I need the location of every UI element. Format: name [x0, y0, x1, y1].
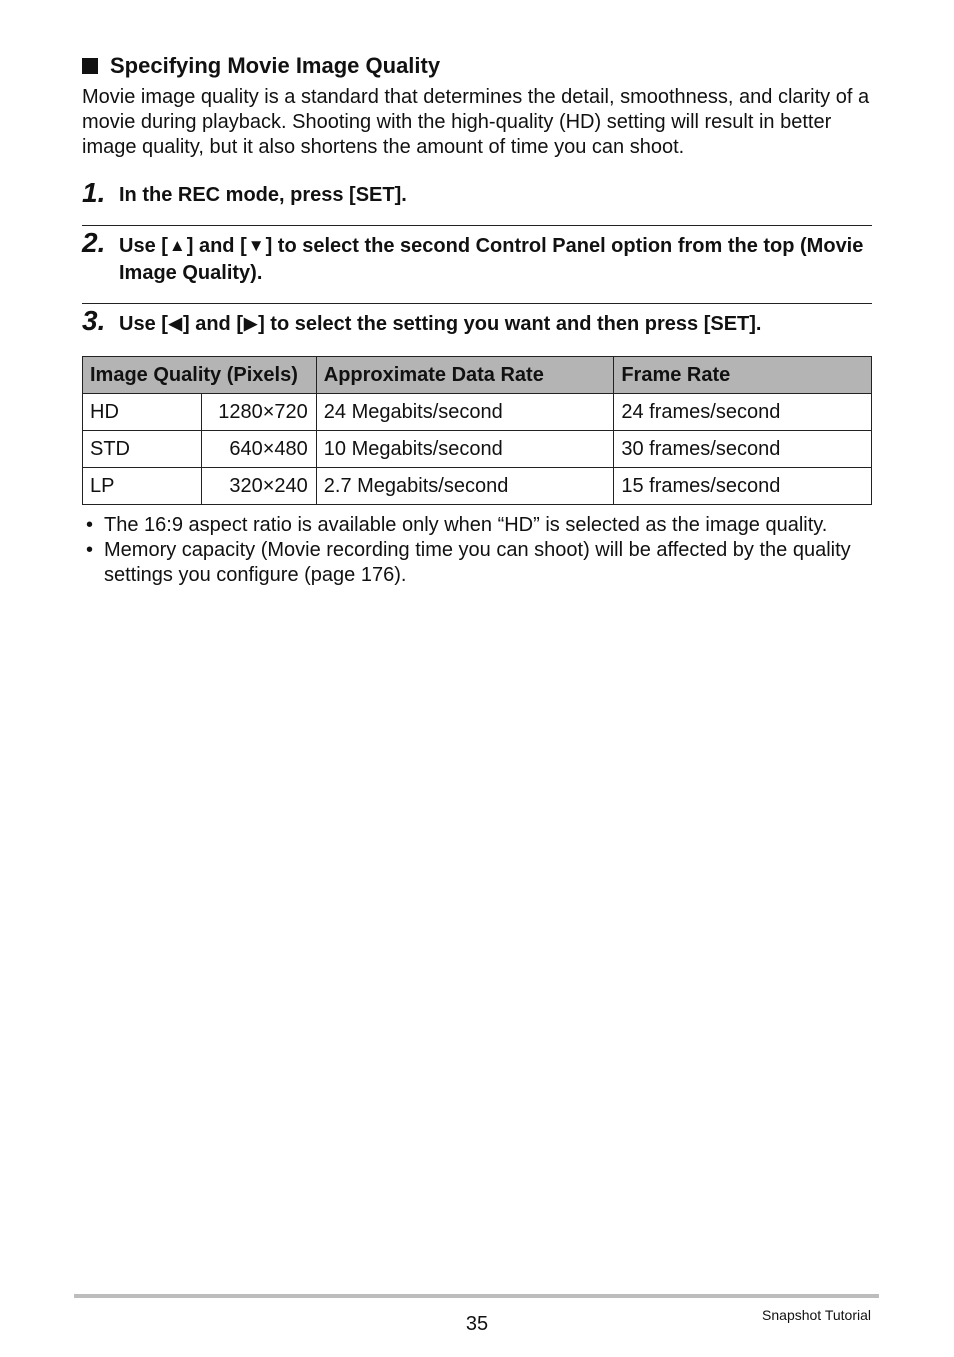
step-text-part: ] to select the second Control Panel option from the top (Movie Image Quality). [119, 235, 864, 284]
step-text [119, 182, 879, 209]
step-text-part: ] to select the setting you want and then press [SET]. [258, 313, 762, 335]
table-row [83, 468, 872, 505]
step-text-part: ] and [ [182, 313, 243, 335]
header-image-quality: Image Quality (Pixels) [83, 357, 317, 394]
table-header-row [83, 357, 872, 394]
black-square-icon [82, 58, 98, 74]
step-divider [82, 225, 872, 226]
frame-rate-cell: 30 frames/second [614, 431, 872, 468]
quality-cell: HD [83, 394, 202, 431]
header-frame-rate: Frame Rate [614, 357, 872, 394]
step-text [119, 232, 879, 287]
data-rate-cell: 24 Megabits/second [316, 394, 614, 431]
list-item [82, 513, 882, 538]
frame-rate-cell: 24 frames/second [614, 394, 872, 431]
down-triangle-icon: ▼ [247, 236, 265, 255]
section-heading [82, 53, 440, 79]
step-text [119, 310, 879, 338]
notes-list [82, 513, 882, 588]
pixels-cell: 320×240 [201, 468, 316, 505]
frame-rate-cell: 15 frames/second [614, 468, 872, 505]
step-text-part: Use [ [119, 313, 168, 335]
data-rate-cell: 10 Megabits/second [316, 431, 614, 468]
footer-label: Snapshot Tutorial [762, 1307, 871, 1323]
section-title-text: Specifying Movie Image Quality [110, 53, 441, 78]
pixels-cell: 640×480 [201, 431, 316, 468]
footer-divider [74, 1294, 879, 1298]
step-number: 2. [82, 227, 106, 258]
step-divider [82, 303, 872, 304]
step-text-part: ] and [ [186, 235, 247, 257]
intro-paragraph: Movie image quality is a standard that determines the detail, smoothness, and clarity of a movie during playback. Shooting with the high-quality (HD) setting will result in better image quality, but it also shortens the amount of time you can shoot. [82, 86, 870, 158]
table-row [83, 394, 872, 431]
step-number: 1. [82, 177, 106, 208]
table-row [83, 431, 872, 468]
right-triangle-icon: ▶ [243, 314, 258, 333]
step-number: 3. [82, 305, 106, 336]
quality-cell: LP [83, 468, 202, 505]
list-item [82, 538, 882, 588]
data-rate-cell: 2.7 Megabits/second [316, 468, 614, 505]
step-text-part: Use [ [119, 235, 168, 257]
note-text: The 16:9 aspect ratio is available only when “HD” is selected as the image quality. [104, 514, 828, 536]
quality-table [82, 356, 872, 505]
up-triangle-icon: ▲ [168, 236, 186, 255]
page-number: 35 [465, 1313, 489, 1335]
step-text-part: In the REC mode, press [SET]. [119, 184, 407, 206]
header-data-rate: Approximate Data Rate [316, 357, 614, 394]
bullet-dot-icon: • [86, 514, 94, 536]
note-text: Memory capacity (Movie recording time you can shoot) will be affected by the quality settings you configure (page 176). [104, 539, 851, 586]
quality-cell: STD [83, 431, 202, 468]
left-triangle-icon: ◀ [168, 314, 182, 333]
pixels-cell: 1280×720 [201, 394, 316, 431]
bullet-dot-icon: • [86, 539, 94, 561]
